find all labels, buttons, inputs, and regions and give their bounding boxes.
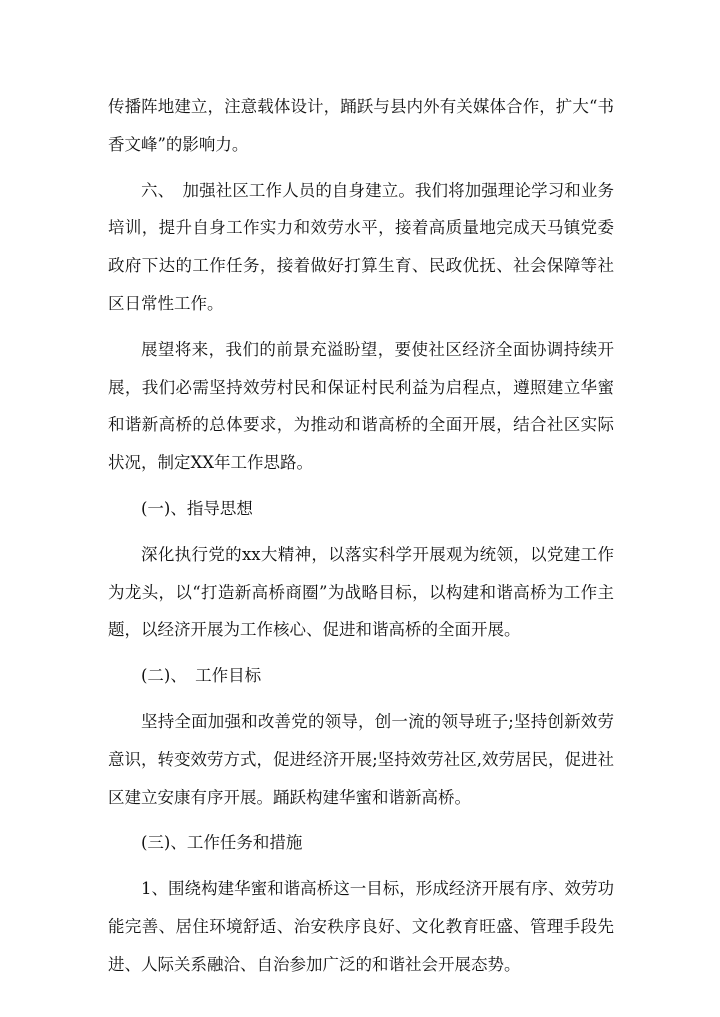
paragraph: 展望将来，我们的前景充溢盼望，要使社区经济全面协调持续开展，我们必需坚持效劳村民和保证村民利益为启程点，遵照建立华蜜和谐新高桥的总体要求，为推动和谐高桥的全面开展，结合社区实际状况，制定XX年工作思路。 <box>108 339 614 473</box>
paragraph: 1、围绕构建华蜜和谐高桥这一目标，形成经济开展有序、效劳功能完善、居住环境舒适、治安秩序良好、文化教育旺盛、管理手段先进、人际关系融洽、自治参加广泛的和谐社会开展态势。 <box>108 879 614 974</box>
document-body <box>108 88 614 984</box>
section-heading: (一)、指导思想 <box>141 498 253 518</box>
paragraph: 六、 加强社区工作人员的自身建立。我们将加强理论学习和业务培训，提升自身工作实力和效劳水平，接着高质量地完成天马镇党委政府下达的工作任务，接着做好打算生育、民政优抚、社会保障等社区日常性工作。 <box>108 180 614 313</box>
paragraph: 深化执行党的xx大精神，以落实科学开展观为统领，以党建工作为龙头，以“打造新高桥商圈”为战略目标，以构建和谐高桥为工作主题，以经济开展为工作核心、促进和谐高桥的全面开展。 <box>108 544 614 640</box>
paragraph: 传播阵地建立，注意载体设计，踊跃与县内外有关媒体合作，扩大“书香文峰”的影响力。 <box>108 97 614 154</box>
section-heading: (二)、 工作目标 <box>141 666 262 686</box>
paragraph: 坚持全面加强和改善党的领导，创一流的领导班子;坚持创新效劳意识，转变效劳方式，促进经济开展;坚持效劳社区,效劳居民，促进社区建立安康有序开展。踊跃构建华蜜和谐新高桥。 <box>108 711 614 807</box>
section-heading: (三)、工作任务和措施 <box>141 833 303 853</box>
